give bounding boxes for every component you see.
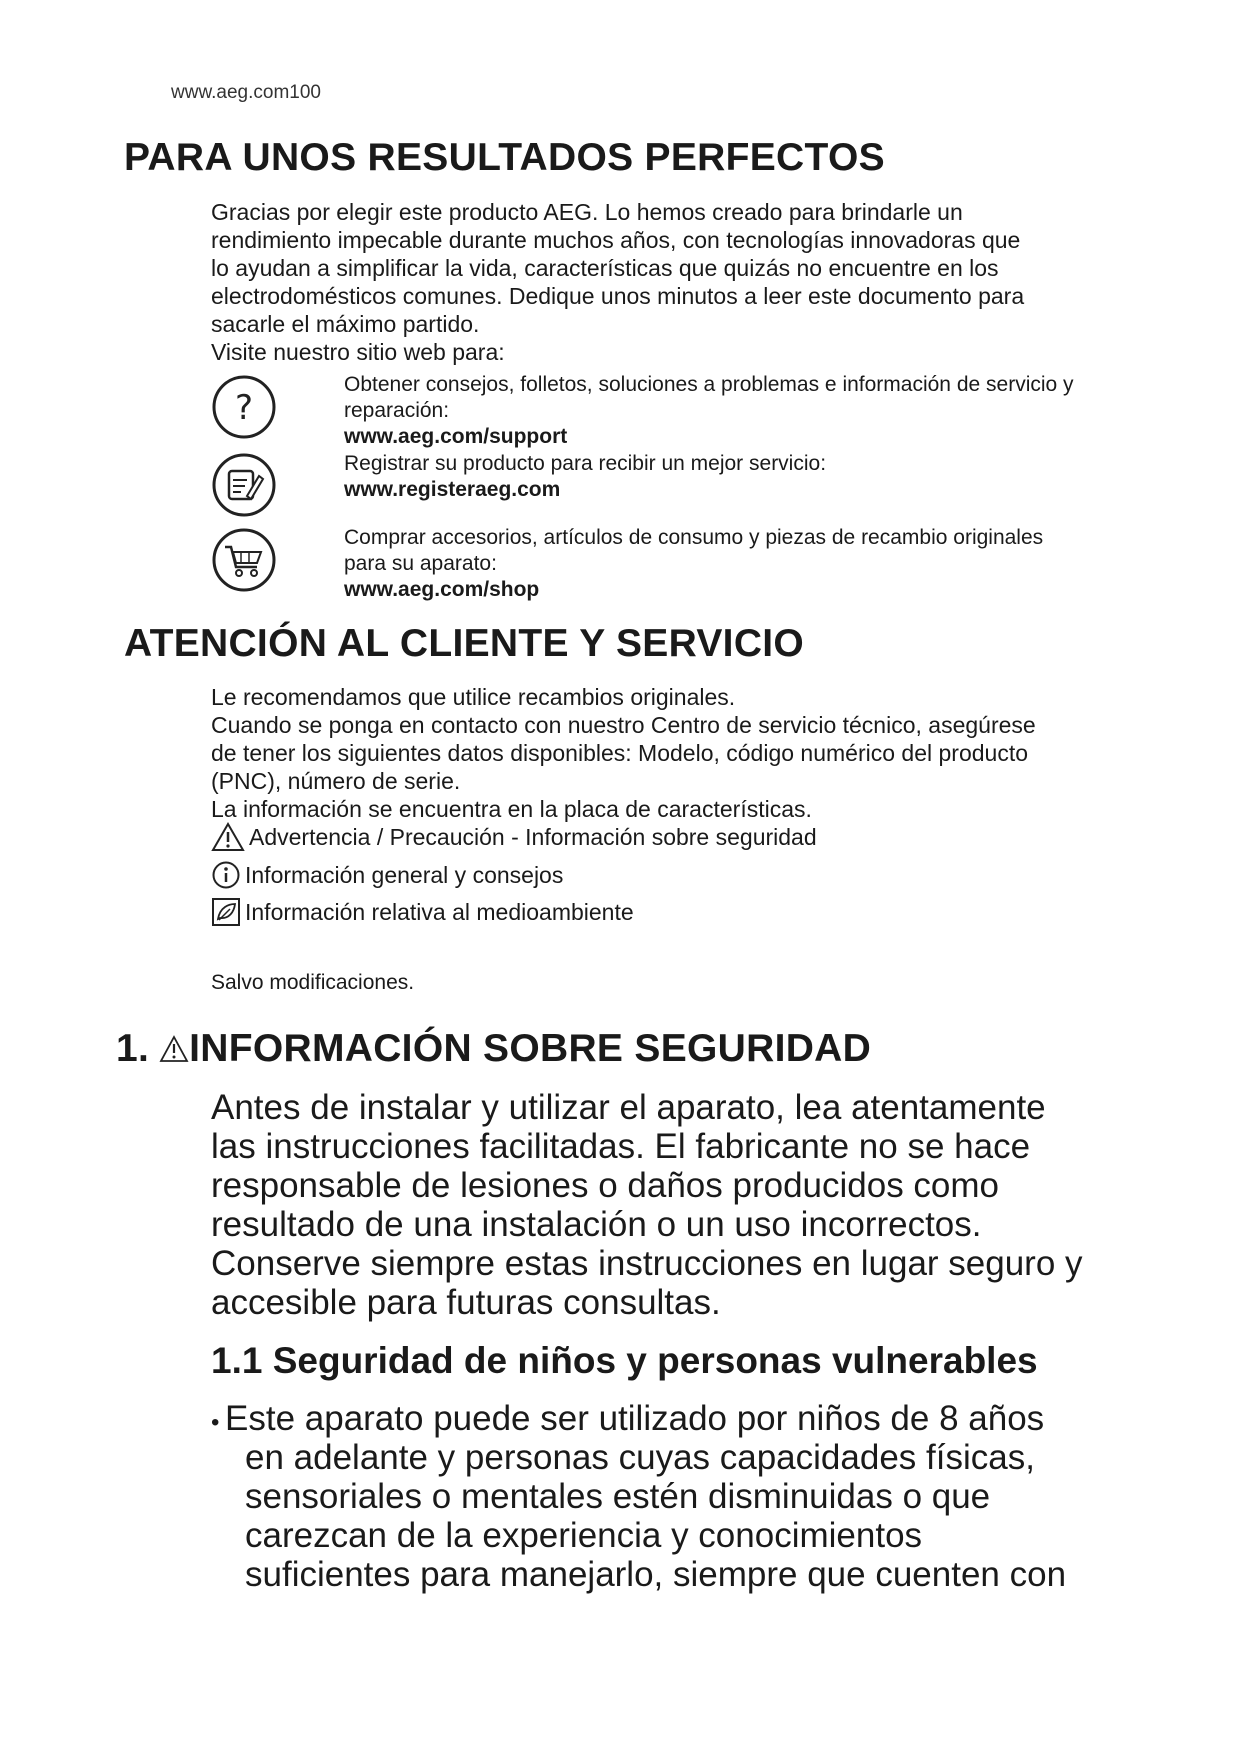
intro-paragraph bbox=[211, 198, 1131, 366]
intro-line: Gracias por elegir este producto AEG. Lo hemos creado para brindarle un bbox=[211, 199, 963, 225]
leaf-environment-icon bbox=[211, 897, 241, 927]
service-line: Cuando se ponga en contacto con nuestro Centro de servicio técnico, asegúrese bbox=[211, 712, 1036, 738]
section-title-safety bbox=[116, 1027, 871, 1071]
legend-label: Advertencia / Precaución - Información sobre seguridad bbox=[249, 823, 817, 850]
service-paragraph bbox=[211, 683, 1131, 823]
web-item-text: Obtener consejos, folletos, soluciones a problemas e información de servicio y bbox=[344, 373, 1074, 396]
safety-line: Antes de instalar y utilizar el aparato, lea atentamente bbox=[211, 1088, 1046, 1127]
note-text: Salvo modificaciones. bbox=[211, 971, 415, 994]
register-link[interactable]: www.registeraeg.com bbox=[344, 478, 561, 501]
info-circle-icon bbox=[211, 860, 241, 890]
web-item-text: Registrar su producto para recibir un mejor servicio: bbox=[344, 452, 827, 475]
intro-line: lo ayudan a simplificar la vida, características que quizás no encuentre en los bbox=[211, 255, 999, 281]
register-document-icon bbox=[211, 452, 277, 518]
section-heading-text: INFORMACIÓN SOBRE SEGURIDAD bbox=[189, 1027, 872, 1070]
shopping-cart-icon bbox=[211, 527, 277, 593]
section-title-service: ATENCIÓN AL CLIENTE Y SERVICIO bbox=[124, 622, 805, 665]
support-link[interactable]: www.aeg.com/support bbox=[344, 425, 568, 448]
intro-line: Visite nuestro sitio web para: bbox=[211, 339, 505, 365]
web-item-text: reparación: bbox=[344, 399, 450, 422]
legend-info bbox=[211, 860, 563, 890]
svg-text:?: ? bbox=[234, 388, 254, 428]
service-line: Le recomendamos que utilice recambios originales. bbox=[211, 684, 736, 710]
legend-label: Información general y consejos bbox=[245, 861, 564, 888]
section-title-perfect: PARA UNOS RESULTADOS PERFECTOS bbox=[124, 136, 885, 179]
safety-line: accesible para futuras consultas. bbox=[211, 1283, 721, 1322]
shop-link[interactable]: www.aeg.com/shop bbox=[344, 578, 540, 601]
safety-line: las instrucciones facilitadas. El fabricante no se hace bbox=[211, 1127, 1031, 1166]
safety-paragraph bbox=[211, 1088, 1151, 1322]
subsection-title: 1.1 Seguridad de niños y personas vulnerables bbox=[211, 1340, 1038, 1381]
service-line: (PNC), número de serie. bbox=[211, 768, 461, 794]
warning-triangle-icon bbox=[159, 1035, 189, 1063]
header-url: www.aeg.com100 bbox=[171, 82, 321, 103]
intro-line: rendimiento impecable durante muchos años, con tecnologías innovadoras que bbox=[211, 227, 1021, 253]
bullet-line: carezcan de la experiencia y conocimientos bbox=[245, 1516, 923, 1555]
section-number: 1. bbox=[116, 1027, 150, 1070]
bullet-line: suficientes para manejarlo, siempre que cuenten con bbox=[245, 1555, 1067, 1594]
intro-line: electrodomésticos comunes. Dedique unos minutos a leer este documento para bbox=[211, 283, 1025, 309]
legend-label: Información relativa al medioambiente bbox=[245, 898, 634, 925]
web-item-text: Comprar accesorios, artículos de consumo y piezas de recambio originales bbox=[344, 526, 1044, 549]
warning-triangle-icon bbox=[211, 822, 245, 852]
bullet-line: Este aparato puede ser utilizado por niños de 8 años bbox=[225, 1399, 1045, 1438]
service-line: La información se encuentra en la placa de características. bbox=[211, 796, 812, 822]
intro-line: sacarle el máximo partido. bbox=[211, 311, 480, 337]
legend-environment bbox=[211, 897, 634, 927]
safety-line: responsable de lesiones o daños producidos como bbox=[211, 1166, 1000, 1205]
question-circle-icon bbox=[211, 374, 277, 440]
safety-line: Conserve siempre estas instrucciones en lugar seguro y bbox=[211, 1244, 1083, 1283]
service-line: de tener los siguientes datos disponibles: Modelo, código numérico del producto bbox=[211, 740, 1029, 766]
bullet-line: en adelante y personas cuyas capacidades físicas, bbox=[245, 1438, 1035, 1477]
bullet-dot-icon: • bbox=[211, 1409, 220, 1436]
legend-warning bbox=[211, 822, 817, 852]
bullet-line: sensoriales o mentales estén disminuidas o que bbox=[245, 1477, 991, 1516]
safety-line: resultado de una instalación o un uso incorrectos. bbox=[211, 1205, 982, 1244]
web-item-text: para su aparato: bbox=[344, 552, 497, 575]
